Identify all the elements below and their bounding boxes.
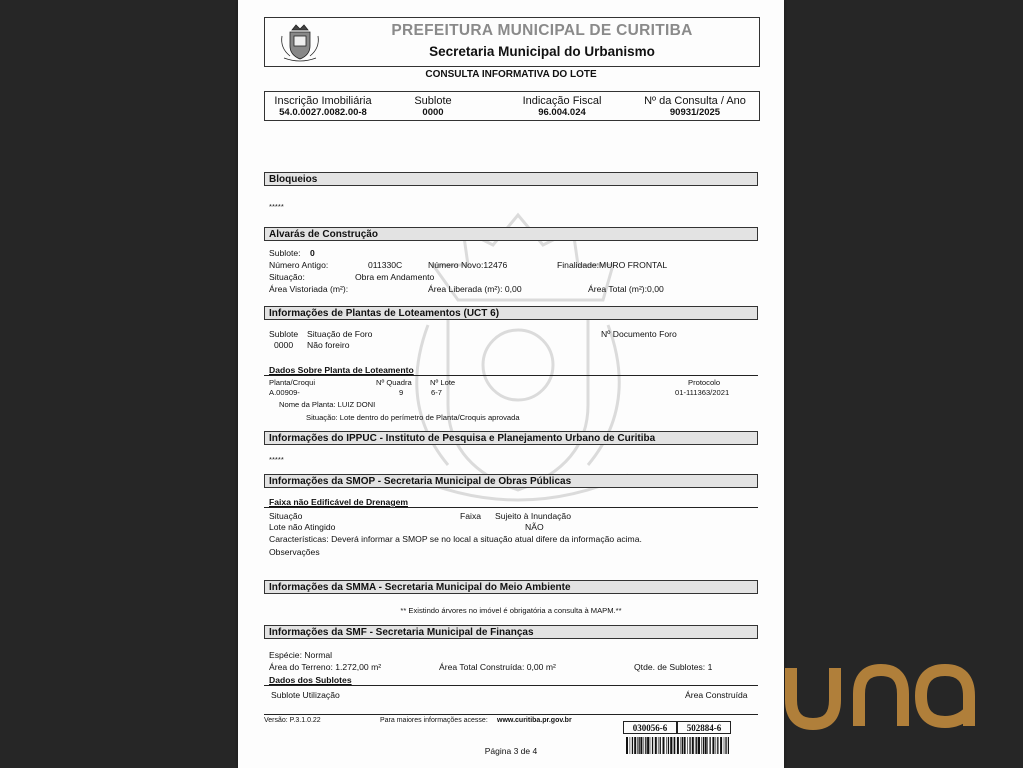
- smf-area-terreno: Área do Terreno: 1.272,00 m²: [269, 662, 382, 672]
- ident-inscricao: [273, 95, 373, 118]
- plantas-nome: Nome da Planta: LUIZ DONI: [279, 400, 376, 409]
- divider: [264, 375, 758, 376]
- smop-subtitle: Faixa não Edificável de Drenagem: [269, 497, 408, 507]
- smop-observacoes: Observações: [269, 547, 320, 557]
- section-ippuc: Informações do IPPUC - Instituto de Pesquisa e Planejamento Urbano de Curitiba: [264, 431, 758, 445]
- smf-qtde-sublotes: Qtde. de Sublotes: 1: [634, 662, 713, 672]
- footer-code-2: 502884-6: [677, 721, 731, 734]
- smf-area-construida: Área Total Construída: 0,00 m²: [439, 662, 556, 672]
- alvara-area-vistoriada: Área Vistoriada (m²):: [269, 284, 349, 294]
- footer-page-number: Página 3 de 4: [484, 746, 538, 756]
- bloqueios-value: *****: [269, 202, 284, 211]
- ident-label: Sublote: [414, 95, 452, 107]
- city-crest-watermark: [368, 205, 668, 515]
- alvara-situacao-value: Obra em Andamento: [355, 272, 435, 282]
- plantas-col-sublote: Sublote: [269, 329, 299, 339]
- footer-divider: [264, 714, 758, 715]
- ippuc-value: *****: [269, 455, 284, 464]
- section-smop: Informações da SMOP - Secretaria Municipal de Obras Públicas: [264, 474, 758, 488]
- plantas-val-sublote: 0000: [274, 340, 294, 350]
- divider: [264, 685, 758, 686]
- ident-value: 54.0.0027.0082.00-8: [279, 107, 367, 118]
- plantas-subtitle: Dados Sobre Planta de Loteamento: [269, 365, 414, 375]
- section-alvaras: Alvarás de Construção: [264, 227, 758, 241]
- smop-val-sujeito: NÃO: [525, 522, 544, 532]
- smma-note: ** Existindo árvores no imóvel é obrigatória a consulta à MAPM.**: [400, 606, 622, 615]
- alvara-numero-antigo-label: Número Antigo:: [269, 260, 329, 270]
- plantas-col-documento: Nº Documento Foro: [601, 329, 677, 339]
- plantas-col-situacao: Situação de Foro: [307, 329, 373, 339]
- section-plantas: Informações de Plantas de Loteamentos (UCT 6): [264, 306, 758, 320]
- alvara-area-total: Área Total (m²):0,00: [588, 284, 664, 294]
- plantas-val-lote: 6-7: [431, 388, 442, 397]
- header-box: [264, 17, 760, 67]
- alvara-numero-novo: Número Novo:12476: [428, 260, 508, 270]
- plantas-val-protocolo: 01-111363/2021: [675, 388, 730, 397]
- alvara-situacao-label: Situação:: [269, 272, 305, 282]
- smop-caracteristicas: Características: Deverá informar a SMOP se no local a situação atual difere da informação acima.: [269, 534, 642, 544]
- ident-label: Nº da Consulta / Ano: [644, 95, 746, 107]
- alvara-sublote-value: 0: [310, 248, 315, 258]
- footer-more-info: Para maiores informações acesse:: [380, 717, 488, 724]
- plantas-col-quadra: Nº Quadra: [376, 378, 412, 387]
- footer-version: Versão: P.3.1.0.22: [264, 717, 321, 724]
- smop-val-situacao: Lote não Atingido: [269, 522, 336, 532]
- alvara-sublote-label: Sublote:: [269, 248, 301, 258]
- plantas-col-lote: Nº Lote: [430, 378, 456, 387]
- header-subtitle: Secretaria Municipal do Urbanismo: [429, 44, 655, 59]
- identification-box: [264, 91, 760, 121]
- plantas-val-quadra: 9: [399, 388, 404, 397]
- ident-indicacao-fiscal: [517, 95, 607, 118]
- smf-col-area-construida: Área Construída: [685, 690, 748, 700]
- smf-dados-sublotes: Dados dos Sublotes: [269, 675, 352, 685]
- alvara-area-liberada: Área Liberada (m²): 0,00: [428, 284, 522, 294]
- city-crest-icon: [278, 22, 322, 62]
- alvara-finalidade: Finalidade:MURO FRONTAL: [557, 260, 668, 270]
- header-title: PREFEITURA MUNICIPAL DE CURITIBA: [391, 22, 693, 39]
- section-bloqueios: Bloqueios: [264, 172, 758, 186]
- plantas-val-planta: A.00909-: [269, 388, 300, 397]
- plantas-col-protocolo: Protocolo: [688, 378, 721, 387]
- footer-site-link[interactable]: www.curitiba.pr.gov.br: [497, 717, 572, 724]
- section-smma: Informações da SMMA - Secretaria Municipal do Meio Ambiente: [264, 580, 758, 594]
- ident-label: Indicação Fiscal: [522, 95, 602, 107]
- smop-col-situacao: Situação: [269, 511, 303, 521]
- plantas-col-planta: Planta/Croqui: [269, 378, 316, 387]
- ident-sublote: [403, 95, 463, 118]
- ident-consulta: [639, 95, 751, 118]
- una-logo: [783, 664, 983, 730]
- footer-code-1: 030056-6: [623, 721, 677, 734]
- divider: [264, 507, 758, 508]
- document-page: [238, 0, 784, 768]
- plantas-val-situacao: Não foreiro: [307, 340, 350, 350]
- ident-label: Inscrição Imobiliária: [274, 95, 372, 107]
- ident-value: 96.004.024: [538, 107, 586, 118]
- alvara-numero-antigo-value: 011330C: [368, 260, 403, 270]
- smop-col-faixa: Faixa: [460, 511, 482, 521]
- plantas-situacao-lote: Situação: Lote dentro do perímetro de Planta/Croquis aprovada: [306, 413, 520, 422]
- ident-value: 0000: [422, 107, 444, 118]
- smf-especie: Espécie: Normal: [269, 650, 333, 660]
- document-title: CONSULTA INFORMATIVA DO LOTE: [425, 69, 597, 80]
- smf-col-sublote-util: Sublote Utilização: [271, 690, 340, 700]
- smop-col-sujeito: Sujeito à Inundação: [495, 511, 571, 521]
- ident-value: 90931/2025: [669, 107, 721, 118]
- section-smf: Informações da SMF - Secretaria Municipal de Finanças: [264, 625, 758, 639]
